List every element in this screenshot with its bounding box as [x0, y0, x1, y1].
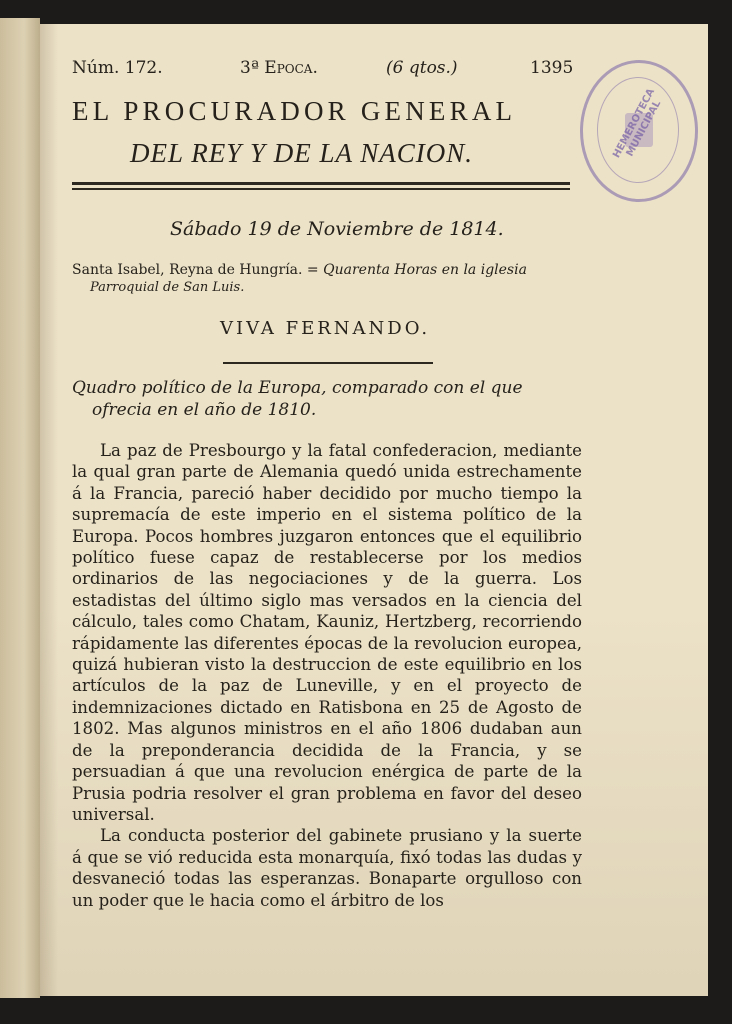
article-body	[72, 440, 582, 911]
issue-number: Núm. 172.	[72, 58, 163, 78]
article-title-line-2: ofrecia en el año de 1810.	[92, 400, 317, 420]
masthead-subtitle: DEL REY Y DE LA NACION.	[130, 138, 474, 168]
page-number: 1395	[530, 58, 574, 78]
library-stamp	[580, 60, 698, 202]
issue-date: Sábado 19 de Noviembre de 1814.	[170, 218, 504, 240]
masthead-rule-thick	[72, 182, 570, 185]
devotion-note: Quarenta Horas en la iglesia	[323, 262, 527, 278]
paragraph: La paz de Presbourgo y la fatal confederacion, mediante la qual gran parte de Alemania quedó unida estrechamente á la Francia, pareció haber decidido por mucho tiempo la supremacía de este imperio en el sistema político de la Europa. Pocos hombres juzgaron entonces que el equilibrio político fuese capaz de restablecerse por los medios ordinarios de las negociaciones y de la guerra. Los estadistas del último siglo mas versados en la ciencia del cálculo, tales como Chatam, Kauniz, Hertzberg, recorriendo rápidamente las diferentes épocas de la revolucion europea, quizá hubieran visto la destruccion de este equilibrio en los artículos de la paz de Luneville, y en el proyecto de indemnizaciones dictado en Ratisbona en 25 de Agosto de 1802. Mas algunos ministros en el año 1806 dudaban aun de la preponderancia decidida de la Francia, y se persuadian á que una revolucion enérgica de parte de la Prusia podria resolver el gran problema en favor del deseo universal.	[72, 441, 582, 824]
copies-label: (6 qtos.)	[386, 58, 458, 78]
article-title-line-1: Quadro político de la Europa, comparado con el que	[72, 378, 523, 398]
previous-page-edge	[0, 18, 40, 998]
epoch-label: 3ª Epoca.	[240, 58, 318, 78]
stamp-text: HEMEROTECA MUNICIPAL	[611, 86, 664, 160]
newspaper-page	[40, 24, 708, 996]
parish-note: Parroquial de San Luis.	[90, 280, 245, 295]
masthead-title: EL PROCURADOR GENERAL	[72, 96, 517, 126]
viva-fernando: VIVA FERNANDO.	[220, 318, 431, 339]
paragraph: La conducta posterior del gabinete prusiano y la suerte á que se vió reducida esta monarquía, fixó todas las dudas y desvaneció todas las esperanzas. Bonaparte orgulloso con un poder que le hacia como el árbitro de los	[72, 826, 582, 910]
saint-of-day	[72, 262, 527, 278]
masthead-rule-thin	[72, 188, 570, 190]
section-rule	[223, 362, 433, 364]
saint-name: Santa Isabel, Reyna de Hungría. =	[72, 262, 324, 278]
